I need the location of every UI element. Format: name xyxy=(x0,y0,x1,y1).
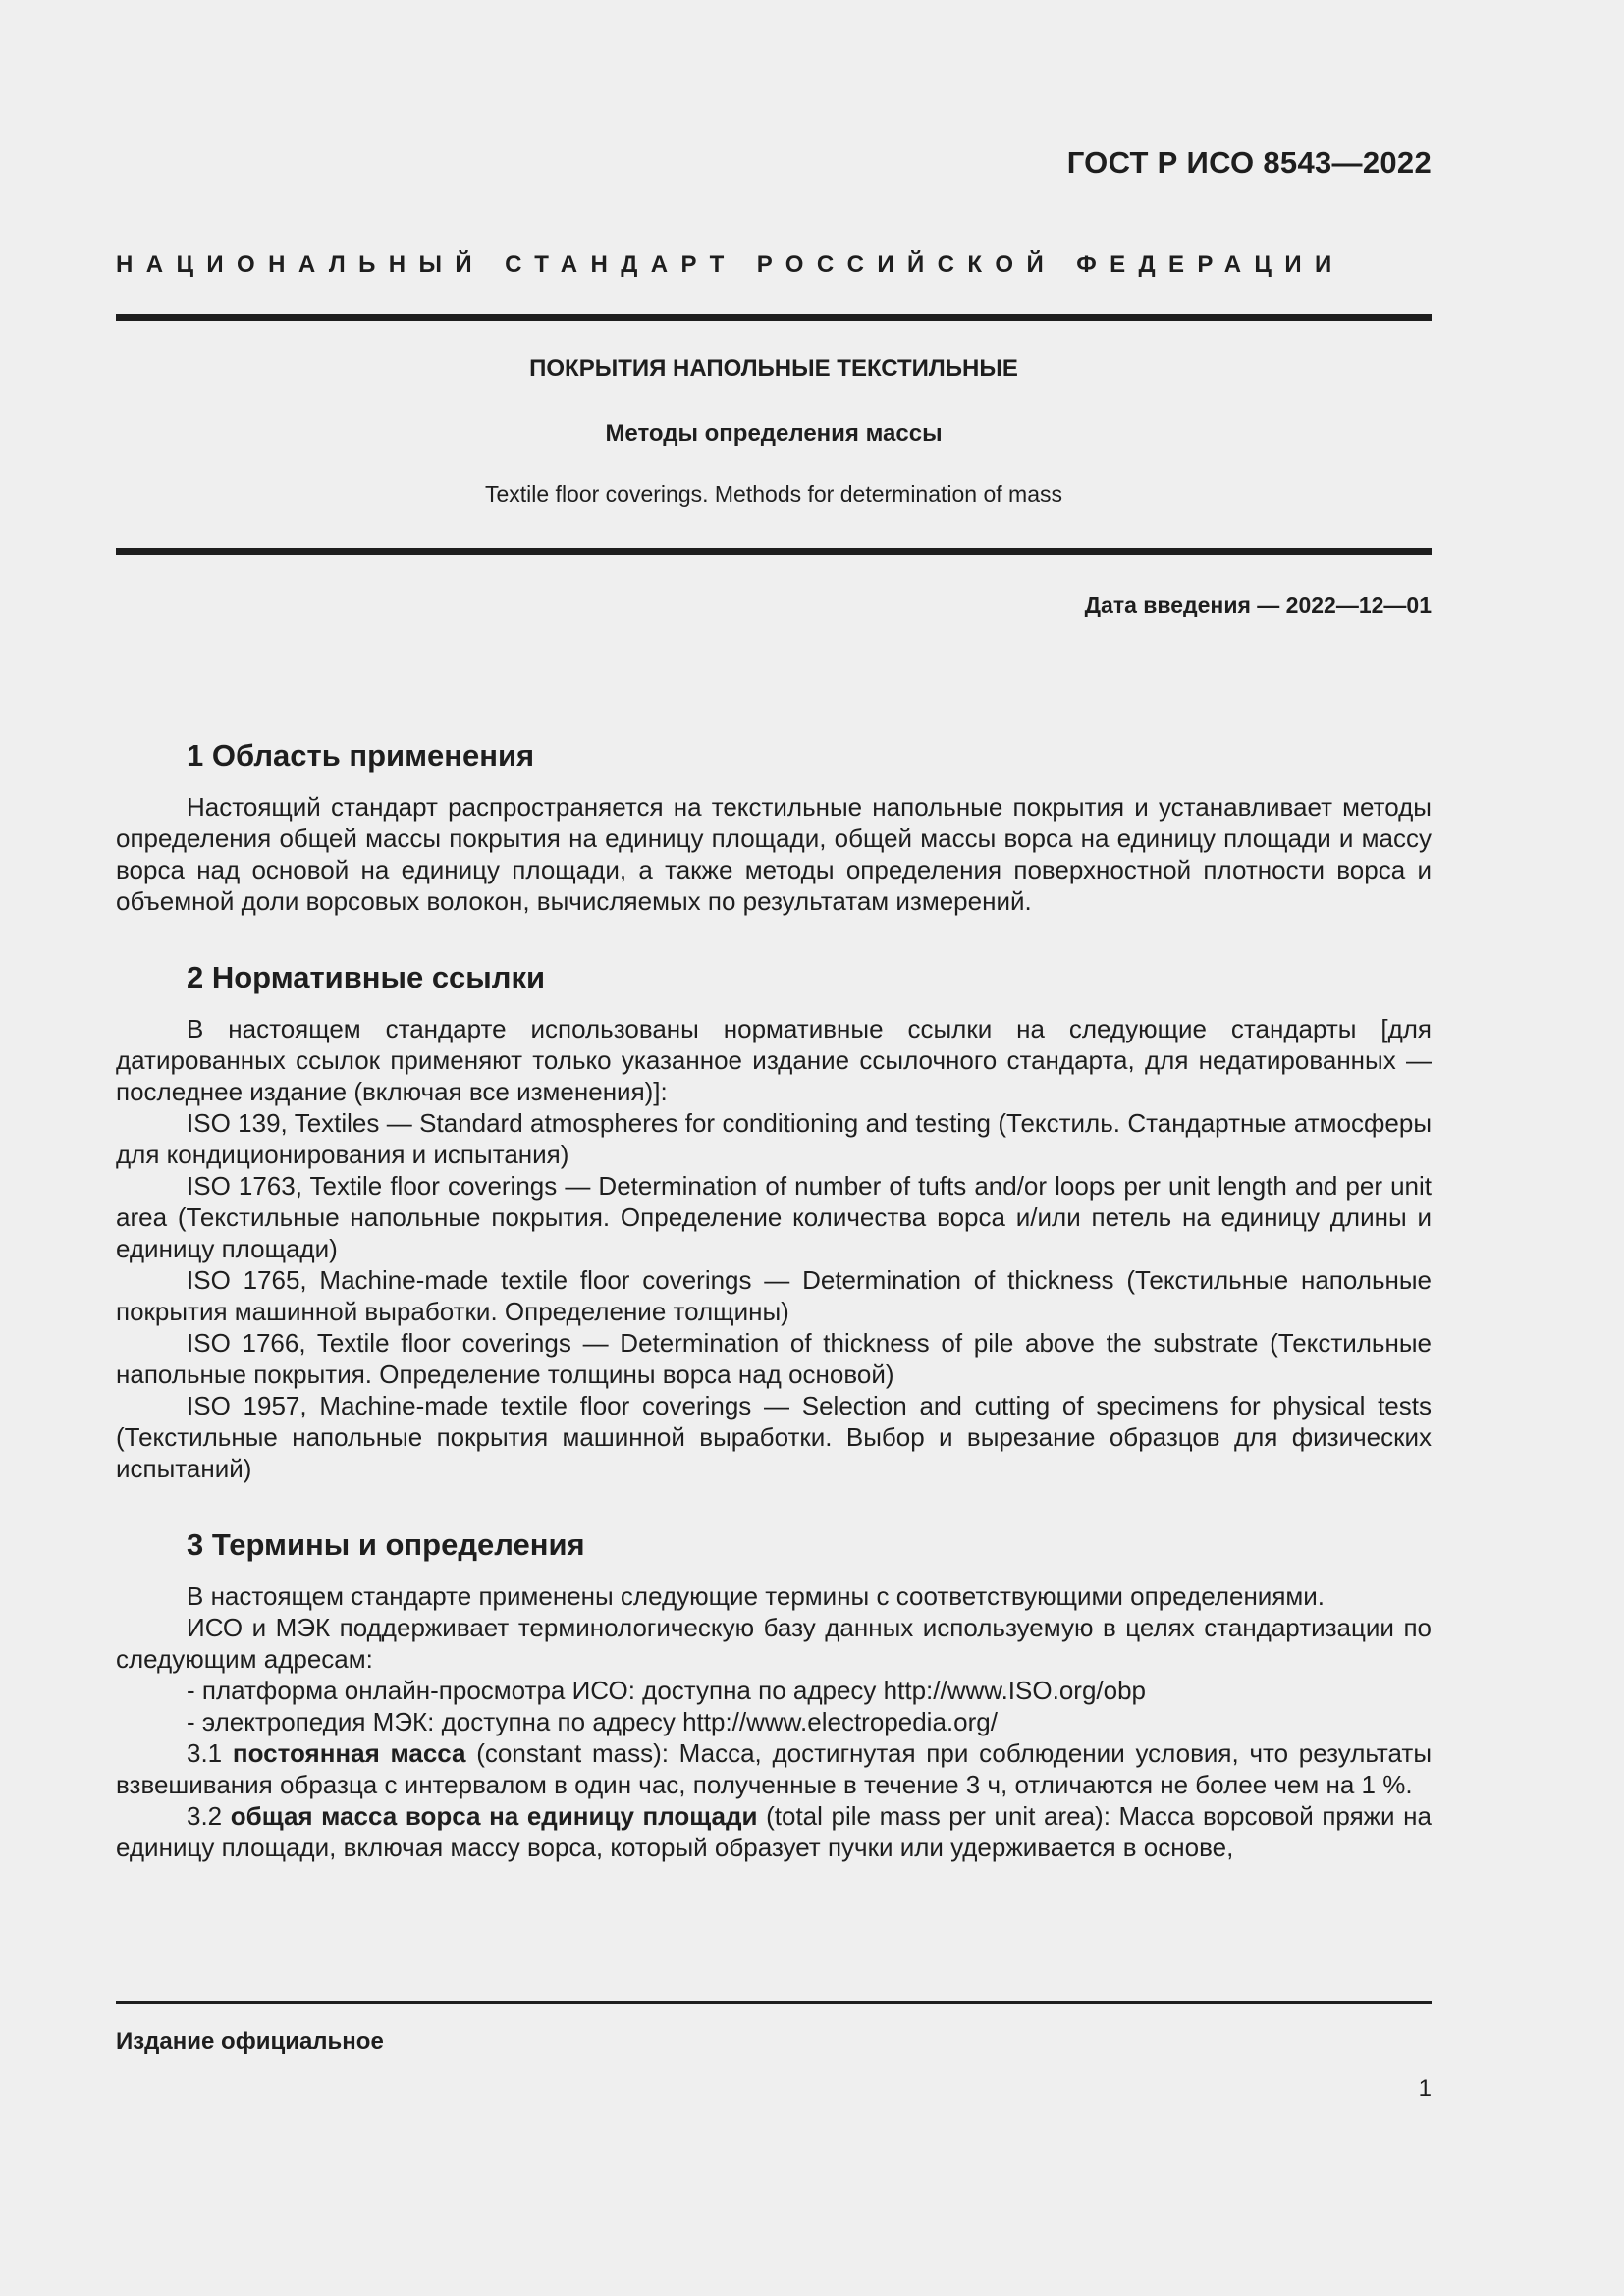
standard-title: ПОКРЫТИЯ НАПОЛЬНЫЕ ТЕКСТИЛЬНЫЕ xyxy=(529,355,1018,382)
document-number: ГОСТ Р ИСО 8543—2022 xyxy=(1066,145,1432,180)
section-3-heading: 3 Термины и определения xyxy=(187,1527,585,1562)
term-3-1-term: постоянная масса xyxy=(232,1738,466,1768)
term-3-1-definition: (constant mass): Масса, достигнутая при соблюдении условия, что результаты взвешивания образца с интервалом в один час, полученные в течение 3 ч, отличаются не более чем на 1 %. xyxy=(116,1738,1433,1799)
reference-iso-1763: ISO 1763, Textile floor coverings — Determination of number of tufts and/or loops per unit length and per unit area (Текстильные напольные покрытия. Определение количества ворса и/или петель на единицу длины и единицу площади) xyxy=(116,1171,1432,1263)
term-3-2-definition: (total pile mass per unit area): Масса ворсовой пряжи на единицу площади, включая массу ворса, который образует пучки или удерживается в основе, xyxy=(116,1801,1432,1862)
standard-title-english: Textile floor coverings. Methods for determination of mass xyxy=(484,481,1063,507)
term-3-2-number: 3.2 xyxy=(187,1801,231,1831)
term-3-1 xyxy=(116,1737,1432,1800)
electropedia-link-line: - электропедия МЭК: доступна по адресу http://www.electropedia.org/ xyxy=(187,1707,998,1736)
section-3-database-note: ИСО и МЭК поддерживает терминологическую базу данных используемую в целях стандартизации по следующим адресам: xyxy=(116,1613,1432,1674)
official-edition-label: Издание официальное xyxy=(116,2028,384,2055)
section-3-intro: В настоящем стандарте применены следующие термины с соответствующими определениями. xyxy=(187,1581,1326,1611)
national-standard-banner: НАЦИОНАЛЬНЫЙ СТАНДАРТ РОССИЙСКОЙ ФЕДЕРАЦИИ xyxy=(116,251,1345,278)
iso-obp-link-line: - платформа онлайн-просмотра ИСО: доступна по адресу http://www.ISO.org/obp xyxy=(187,1676,1147,1705)
section-1-heading: 1 Область применения xyxy=(187,738,535,773)
introduction-date: Дата введения — 2022—12—01 xyxy=(1084,592,1432,617)
section-2-heading: 2 Нормативные ссылки xyxy=(187,960,546,994)
reference-iso-139: ISO 139, Textiles — Standard atmospheres for conditioning and testing (Текстиль. Стандартные атмосферы для кондиционирования и испытания) xyxy=(116,1108,1432,1169)
reference-iso-1766: ISO 1766, Textile floor coverings — Determination of thickness of pile above the substrate (Текстильные напольные покрытия. Определение толщины ворса над основой) xyxy=(116,1328,1432,1389)
reference-iso-1765: ISO 1765, Machine-made textile floor coverings — Determination of thickness (Текстильные напольные покрытия машинной выработки. Определение толщины) xyxy=(116,1265,1432,1326)
footer-rule xyxy=(116,2001,1432,2004)
document-page xyxy=(116,0,1432,2296)
standard-subtitle: Методы определения массы xyxy=(605,420,943,447)
term-3-1-number: 3.1 xyxy=(187,1738,233,1768)
reference-iso-1957: ISO 1957, Machine-made textile floor coverings — Selection and cutting of specimens for physical tests (Текстильные напольные покрытия машинной выработки. Выбор и вырезание образцов для физических испытаний) xyxy=(116,1391,1432,1483)
section-2-intro: В настоящем стандарте использованы нормативные ссылки на следующие стандарты [для датированных ссылок применяют только указанное издание ссылочного стандарта, для недатированных — последнее издание (включая все изменения)]: xyxy=(116,1014,1432,1106)
title-rule xyxy=(116,548,1432,555)
document-body xyxy=(116,734,1432,1863)
page-number: 1 xyxy=(1418,2075,1432,2102)
term-3-2-term: общая масса ворса на единицу площади xyxy=(230,1801,758,1831)
term-3-2 xyxy=(116,1800,1432,1863)
top-rule xyxy=(116,314,1432,321)
section-1-paragraph: Настоящий стандарт распространяется на текстильные напольные покрытия и устанавливает методы определения общей массы покрытия на единицу площади, общей массы ворса на единицу площади и массу ворса над основой на единицу площади, а также методы определения поверхностной плотности ворса и объемной доли ворсовых волокон, вычисляемых по результатам измерений. xyxy=(116,792,1432,916)
